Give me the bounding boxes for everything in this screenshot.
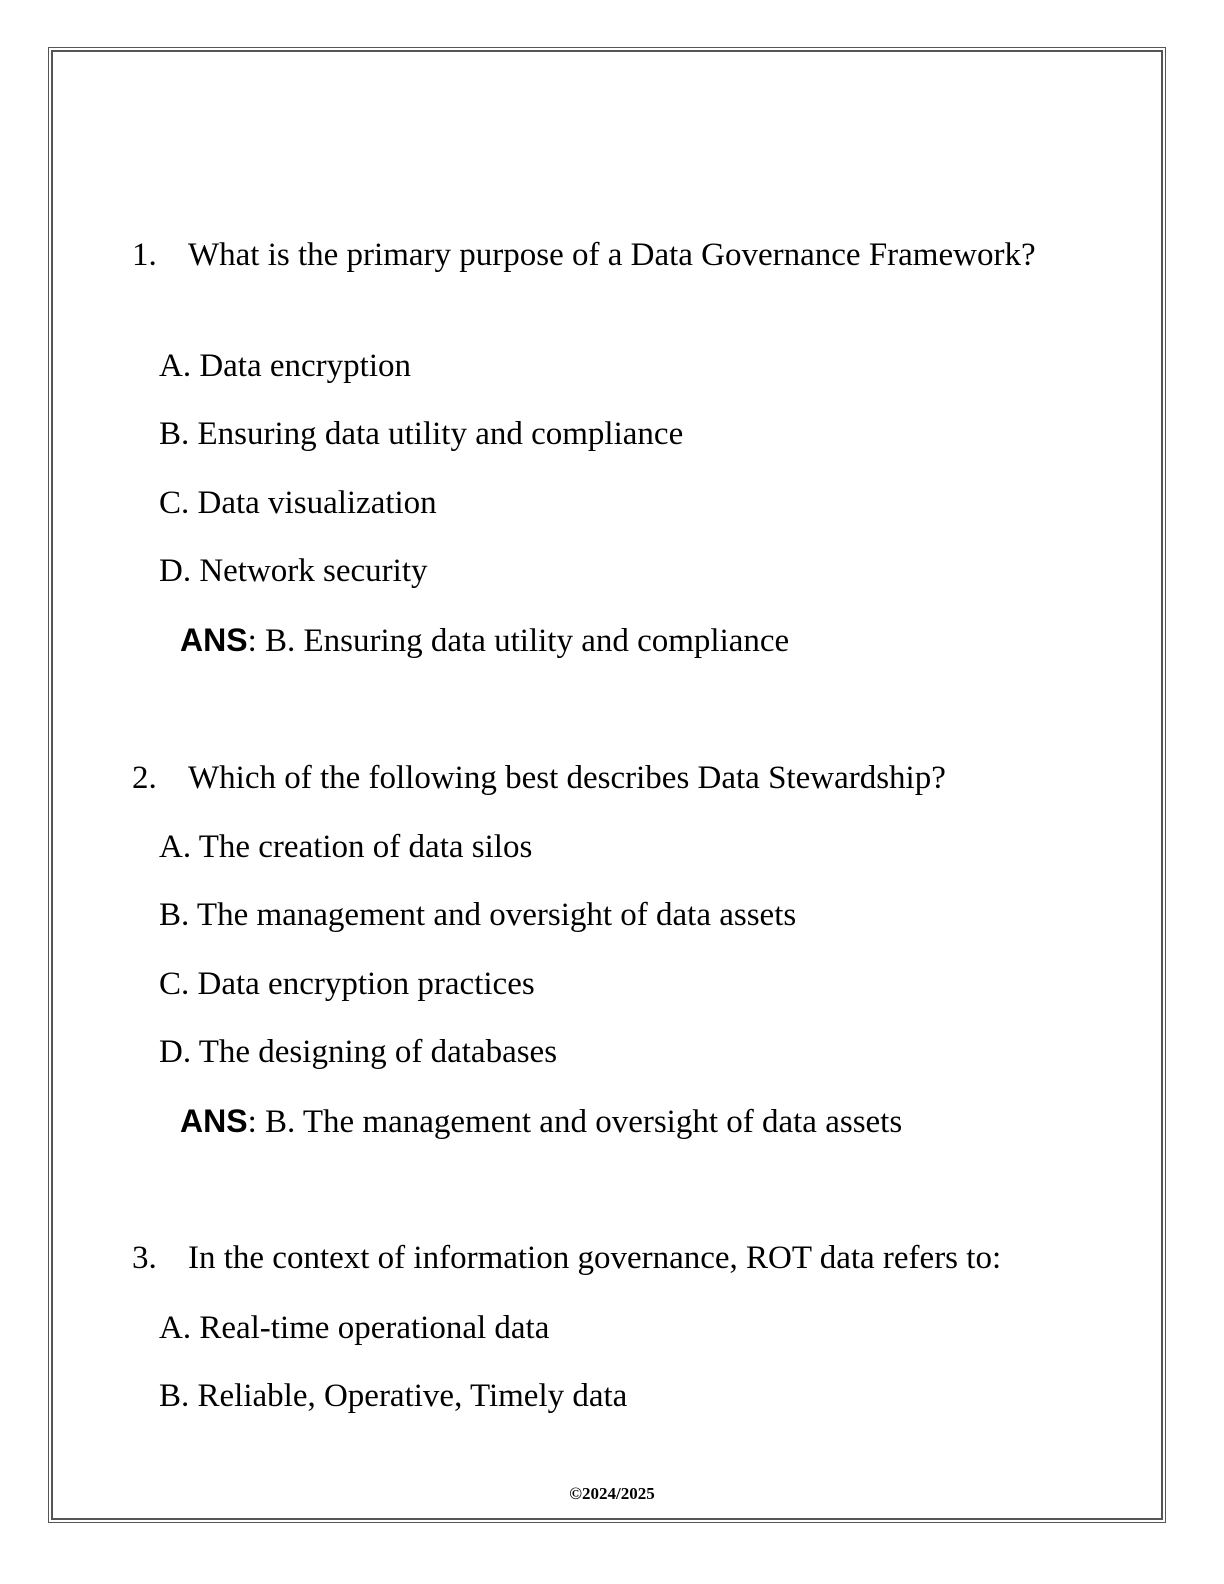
question-3-number: 3. xyxy=(132,1240,157,1276)
question-2-prompt: Which of the following best describes Data Stewardship? xyxy=(188,760,946,796)
question-1-option-d: D. Network security xyxy=(159,553,428,589)
question-3-option-b: B. Reliable, Operative, Timely data xyxy=(159,1378,628,1414)
question-2-number: 2. xyxy=(132,760,157,796)
question-1-answer xyxy=(180,620,789,662)
question-3-option-a: A. Real-time operational data xyxy=(159,1310,550,1346)
question-1-answer-text: : B. Ensuring data utility and compliance xyxy=(247,623,790,659)
question-1-prompt: What is the primary purpose of a Data Governance Framework? xyxy=(188,237,1036,273)
question-1-answer-label: ANS xyxy=(180,622,248,658)
question-1-option-c: C. Data visualization xyxy=(159,485,437,521)
question-1-option-b: B. Ensuring data utility and compliance xyxy=(159,416,684,452)
question-3-text xyxy=(132,1238,1092,1279)
question-2-text xyxy=(132,758,1092,799)
question-2-option-a: A. The creation of data silos xyxy=(159,829,533,865)
question-2-answer xyxy=(180,1101,902,1143)
question-2-option-c: C. Data encryption practices xyxy=(159,966,535,1002)
question-1-number: 1. xyxy=(132,237,157,273)
question-2-option-d: D. The designing of databases xyxy=(159,1034,558,1070)
question-1-text xyxy=(132,235,1092,276)
question-3-prompt: In the context of information governance, ROT data refers to: xyxy=(188,1240,1002,1276)
question-2-option-b: B. The management and oversight of data assets xyxy=(159,897,797,933)
question-1-option-a: A. Data encryption xyxy=(159,348,411,384)
question-2-answer-label: ANS xyxy=(180,1103,248,1139)
copyright-footer: ©2024/2025 xyxy=(569,1484,655,1503)
question-2-answer-text: : B. The management and oversight of data assets xyxy=(247,1104,903,1140)
